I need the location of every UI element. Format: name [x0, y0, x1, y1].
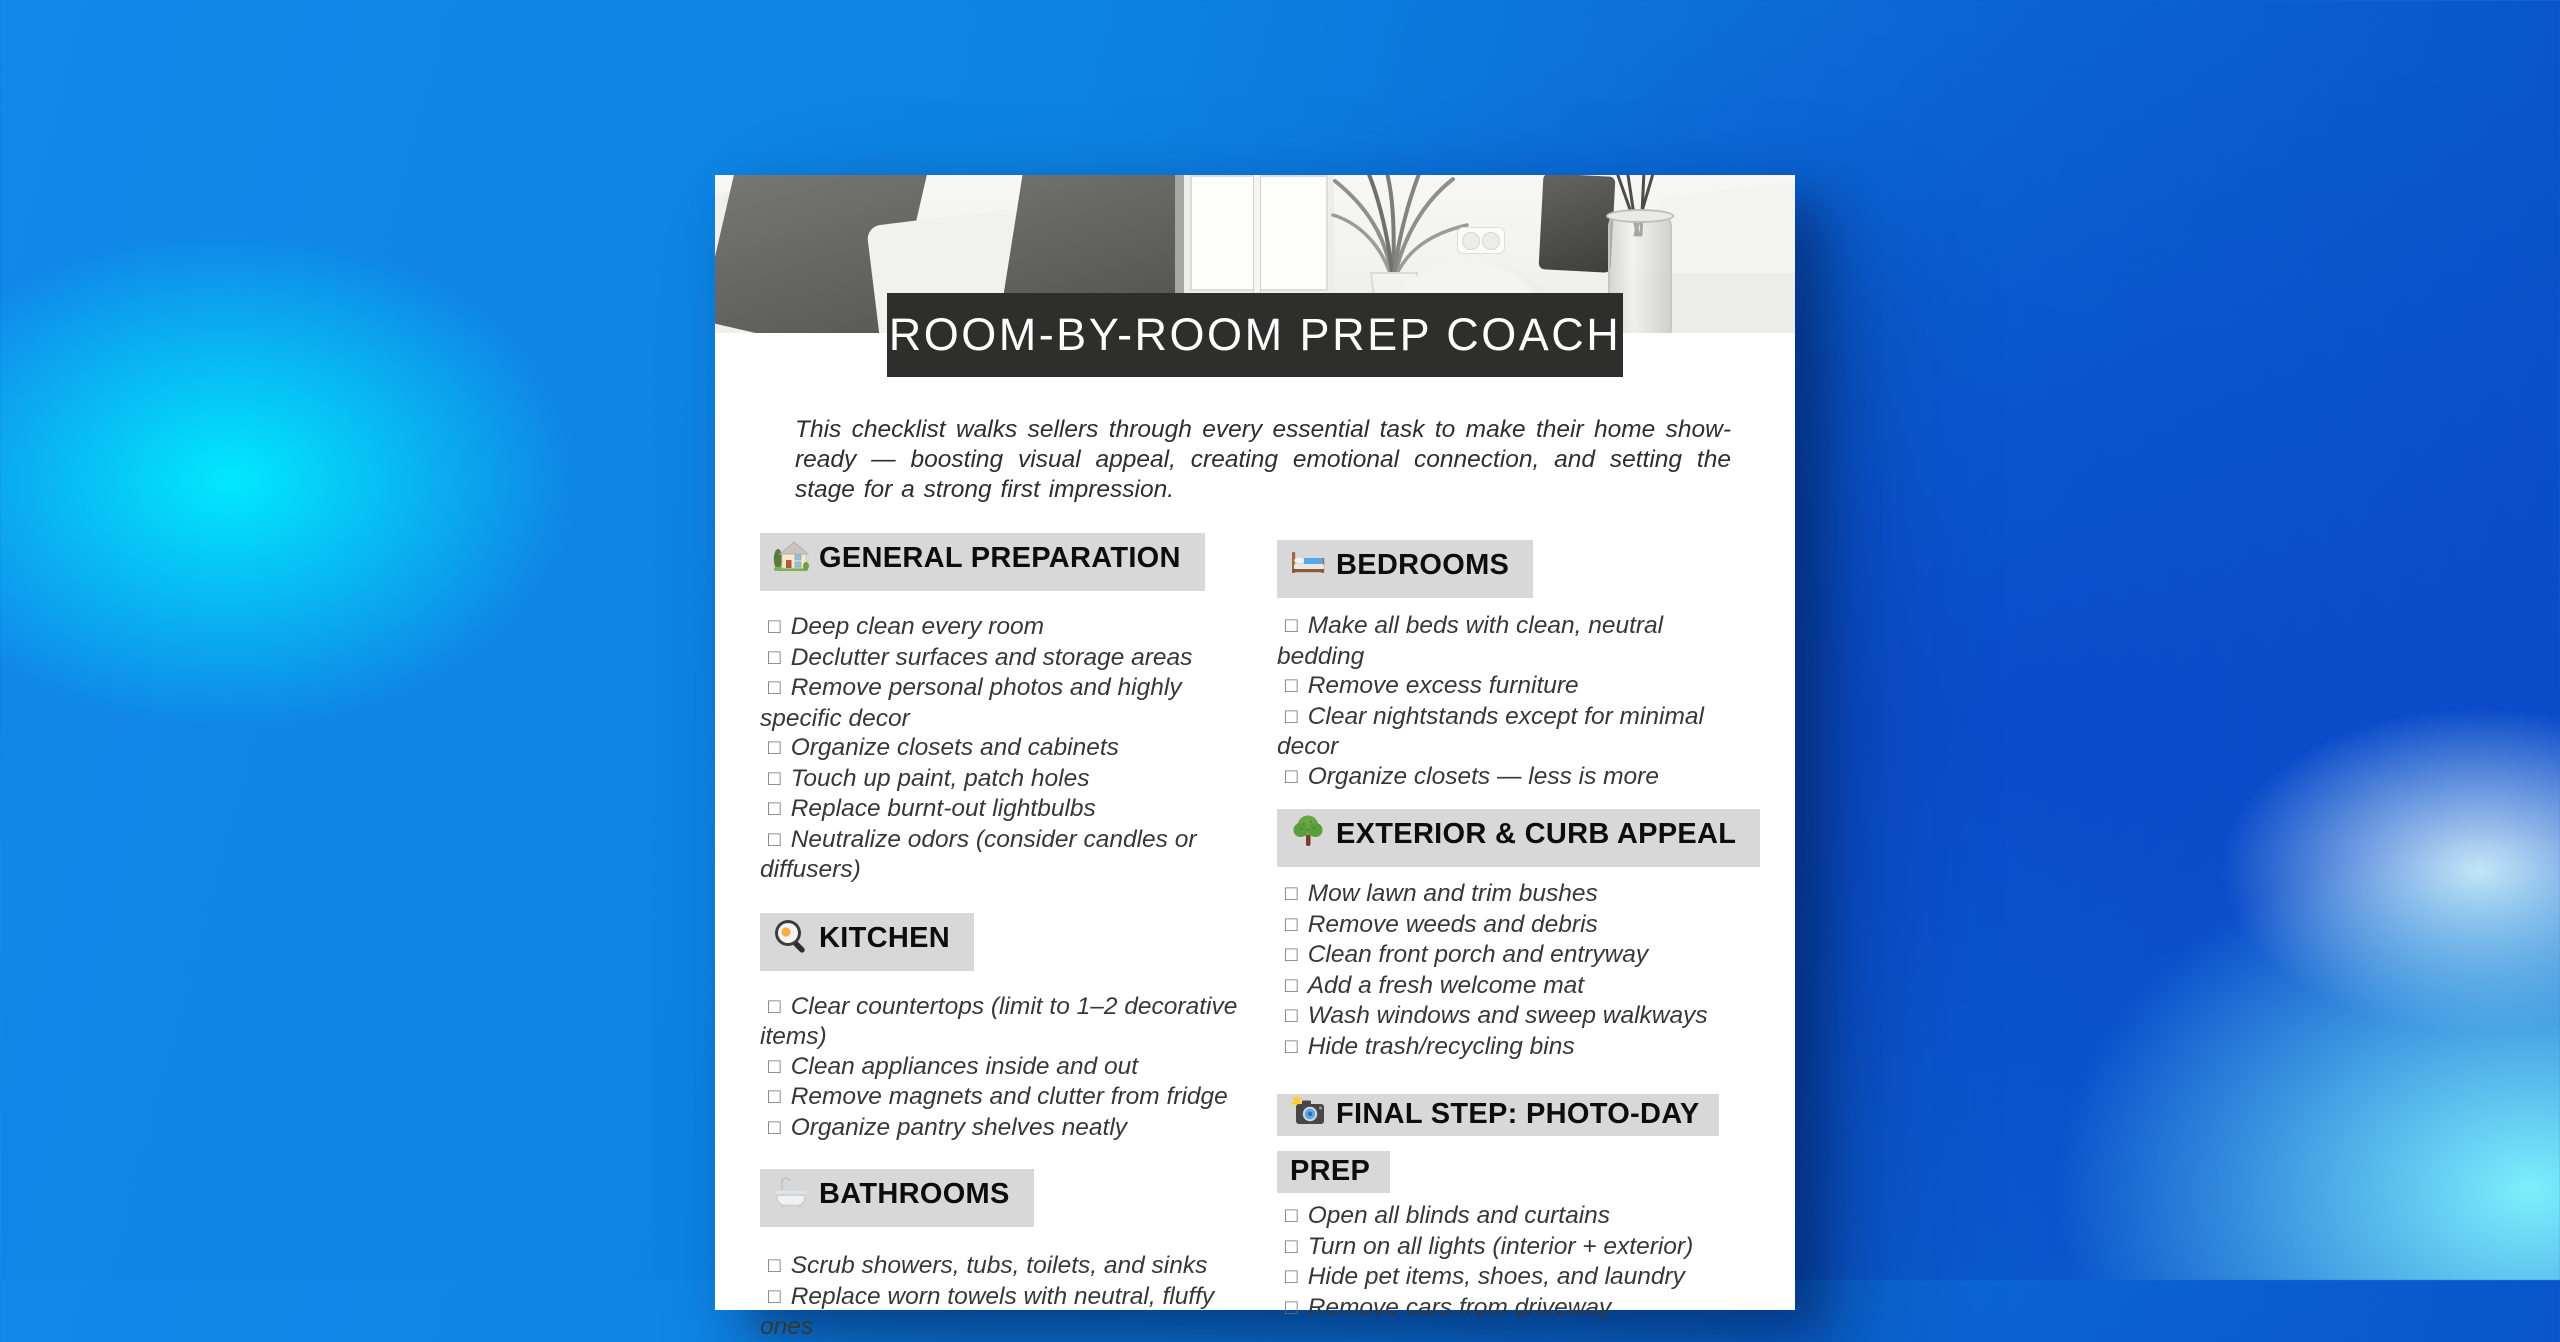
- checkbox-icon: □: [1285, 1034, 1298, 1058]
- item-text: Open all blinds and curtains: [1307, 1202, 1611, 1229]
- wall-outlet-image-part: [1457, 227, 1505, 254]
- checklist-item: [760, 794, 1238, 825]
- section-label: KITCHEN: [819, 921, 950, 954]
- item-text: Remove cars from driveway: [1307, 1293, 1612, 1321]
- checklist-item: [760, 643, 1238, 674]
- item-text: Wash windows and sweep walkways: [1307, 1002, 1708, 1029]
- checklist-column-right: [1277, 540, 1739, 1323]
- section-header-exterior: [1277, 809, 1760, 867]
- checklist-item: [760, 673, 1238, 733]
- item-text: Clean front porch and entryway: [1307, 941, 1649, 968]
- section-header-bathrooms: [760, 1169, 1034, 1227]
- item-text: Organize pantry shelves neatly: [790, 1113, 1128, 1141]
- checkbox-icon: □: [768, 827, 781, 851]
- section-label: BATHROOMS: [819, 1178, 1010, 1210]
- section-label: BEDROOMS: [1336, 549, 1510, 581]
- checklist-item: [1277, 1232, 1739, 1263]
- section-items: [760, 612, 1238, 885]
- bathtub-icon: [773, 1174, 809, 1220]
- checklist-item: [1277, 702, 1739, 762]
- checkbox-icon: □: [768, 1115, 781, 1139]
- cooking-pan-icon: [773, 918, 809, 964]
- page-title: ROOM-BY-ROOM PREP COACH: [888, 309, 1622, 360]
- checkbox-icon: □: [1285, 614, 1298, 637]
- checkbox-icon: □: [1285, 1265, 1298, 1288]
- checklist-item: [1277, 671, 1739, 702]
- item-text: Hide pet items, shoes, and laundry: [1307, 1263, 1685, 1290]
- checkbox-icon: □: [1285, 912, 1298, 936]
- checklist-item: [760, 1282, 1238, 1342]
- glass-vase-image-part: [1606, 209, 1674, 223]
- item-text: Clear countertops (limit to 1–2 decorative items): [760, 992, 1238, 1050]
- section-items: [760, 992, 1238, 1144]
- checkbox-icon: □: [768, 676, 781, 699]
- item-text: Replace worn towels with neutral, fluffy ones: [760, 1282, 1215, 1340]
- house-with-garden-icon: [773, 538, 809, 584]
- section-label: GENERAL PREPARATION: [819, 542, 1181, 574]
- checklist-item: [1277, 762, 1739, 793]
- checkbox-icon: □: [1285, 764, 1298, 788]
- checkbox-icon: □: [1285, 1004, 1298, 1027]
- item-text: Declutter surfaces and storage areas: [790, 643, 1193, 671]
- checklist-item: [760, 1251, 1238, 1282]
- checkbox-icon: □: [768, 1284, 781, 1308]
- camera-with-flash-icon: [1290, 1094, 1326, 1145]
- checklist-item: [760, 764, 1238, 795]
- item-text: Mow lawn and trim bushes: [1307, 880, 1598, 907]
- section-header-kitchen: [760, 913, 974, 971]
- item-text: Touch up paint, patch holes: [790, 764, 1090, 792]
- checklist-item: [1277, 1293, 1739, 1324]
- checkbox-icon: □: [1285, 943, 1298, 966]
- checklist-item: [1277, 1262, 1739, 1293]
- item-text: Remove excess furniture: [1307, 672, 1579, 699]
- section-label: FINAL STEP: PHOTO-DAY PREP: [1290, 1098, 1699, 1187]
- checkbox-icon: □: [768, 1254, 781, 1277]
- checkbox-icon: □: [768, 1085, 781, 1108]
- item-text: Deep clean every room: [790, 613, 1044, 640]
- section-label: EXTERIOR & CURB APPEAL: [1336, 818, 1737, 850]
- item-text: Remove weeds and debris: [1307, 910, 1598, 938]
- checkbox-icon: □: [768, 797, 781, 820]
- checklist-item: [1277, 611, 1739, 671]
- section-header-bedrooms: [1277, 540, 1533, 598]
- checklist-item: [1277, 1032, 1739, 1063]
- checkbox-icon: □: [1285, 1204, 1298, 1227]
- item-text: Remove magnets and clutter from fridge: [790, 1083, 1228, 1110]
- checklist-item: [760, 825, 1238, 885]
- checkbox-icon: □: [768, 736, 781, 759]
- checklist-column-left: [760, 533, 1238, 1342]
- checkbox-icon: □: [768, 645, 781, 669]
- section-items: [1277, 1201, 1739, 1323]
- section-items: [1277, 611, 1739, 792]
- checkbox-icon: □: [1285, 704, 1298, 728]
- checklist-item: [760, 992, 1238, 1052]
- item-text: Clear nightstands except for minimal decor: [1277, 702, 1704, 760]
- item-text: Scrub showers, tubs, toilets, and sinks: [790, 1252, 1208, 1279]
- checkbox-icon: □: [1285, 1295, 1298, 1319]
- checklist-item: [1277, 971, 1739, 1002]
- checklist-item: [1277, 910, 1739, 941]
- item-text: Add a fresh welcome mat: [1307, 971, 1585, 999]
- item-text: Hide trash/recycling bins: [1307, 1032, 1575, 1060]
- checklist-item: [760, 1052, 1238, 1083]
- item-text: Organize closets and cabinets: [790, 734, 1119, 761]
- checkbox-icon: □: [1285, 1234, 1298, 1258]
- checkbox-icon: □: [1285, 882, 1298, 905]
- checkbox-icon: □: [768, 1054, 781, 1078]
- checkbox-icon: □: [1285, 674, 1298, 697]
- title-banner: [887, 293, 1623, 377]
- item-text: Clean appliances inside and out: [790, 1052, 1139, 1080]
- checklist-item: [1277, 879, 1739, 910]
- item-text: Make all beds with clean, neutral bedding: [1277, 612, 1664, 670]
- item-text: Organize closets — less is more: [1307, 762, 1659, 790]
- bed-icon: [1290, 545, 1326, 591]
- checklist-item: [760, 1113, 1238, 1144]
- checklist-item: [1277, 1201, 1739, 1232]
- item-text: Replace burnt-out lightbulbs: [790, 795, 1096, 822]
- section-header-final-step: [1277, 1088, 1739, 1197]
- window-image-part: [1253, 175, 1261, 293]
- checkbox-icon: □: [768, 766, 781, 790]
- checkbox-icon: □: [768, 994, 781, 1018]
- checklist-item: [760, 733, 1238, 764]
- section-items: [1277, 879, 1739, 1062]
- intro-paragraph: This checklist walks sellers through every essential task to make their home show-ready — boosting visual appeal, creating emotional connection, and setting the stage for a strong first impression.: [795, 416, 1731, 503]
- section-items: [760, 1251, 1238, 1342]
- checklist-item: [760, 1082, 1238, 1113]
- checklist-document-page: [715, 175, 1795, 1340]
- tree-icon: [1290, 814, 1326, 860]
- checklist-item: [1277, 1001, 1739, 1032]
- item-text: Neutralize odors (consider candles or diffusers): [760, 825, 1197, 883]
- section-header-general-preparation: [760, 533, 1205, 591]
- checklist-item: [1277, 940, 1739, 971]
- item-text: Remove personal photos and highly specific decor: [760, 674, 1182, 732]
- item-text: Turn on all lights (interior + exterior): [1307, 1232, 1694, 1260]
- checkbox-icon: □: [768, 615, 781, 638]
- checklist-item: [760, 612, 1238, 643]
- checkbox-icon: □: [1285, 973, 1298, 997]
- window-image-part: [1175, 175, 1184, 299]
